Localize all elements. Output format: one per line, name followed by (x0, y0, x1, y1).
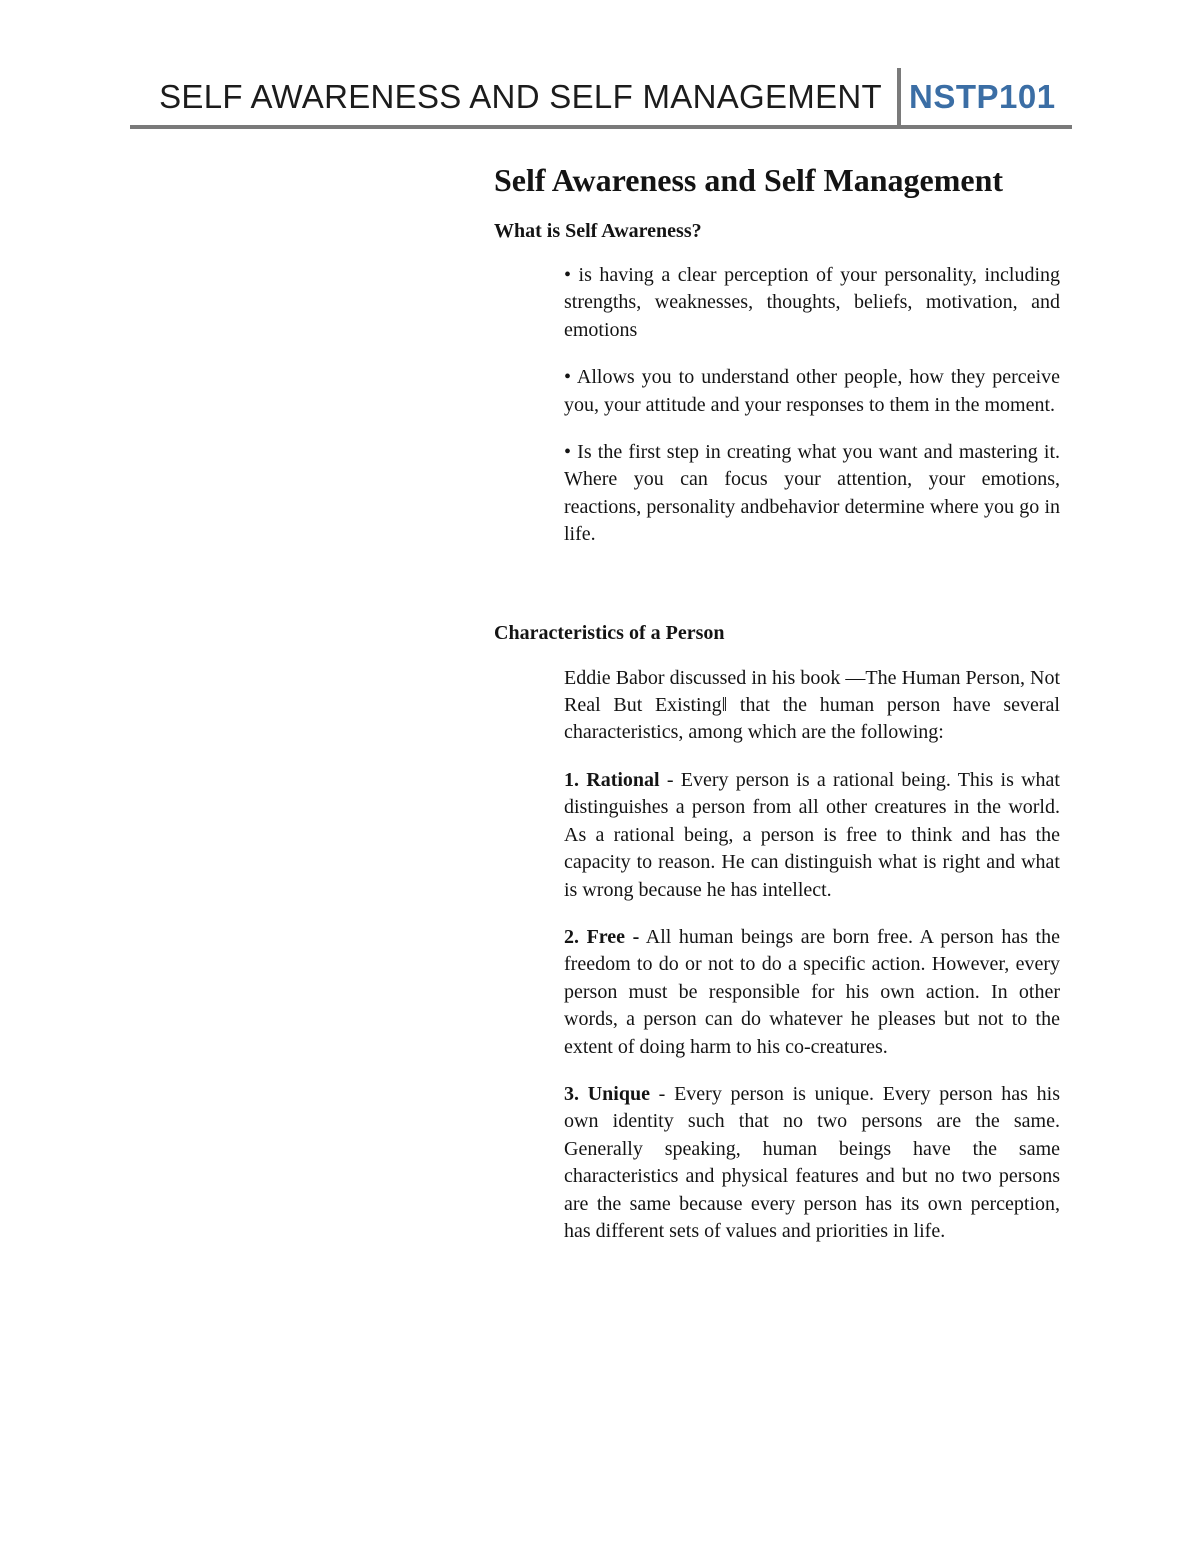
characteristic-rational (564, 767, 1060, 904)
bullet-paragraph: • Is the first step in creating what you want and mastering it. Where you can focus your attention, your emotions, reactions, personality andbehavior determine where you go in life. (564, 441, 1060, 546)
term-description: Every person is a rational being. This is what distinguishes a person from all other creatures in the world. As a rational being, a person is free to think and has the capacity to reason. He can distinguish what is right and what is wrong because he has intellect. (564, 768, 1060, 901)
term-separator: - (659, 768, 681, 791)
characteristic-free (564, 924, 1060, 1061)
running-header (130, 66, 1072, 128)
bullet-paragraph: • Allows you to understand other people, how they perceive you, your attitude and your responses to them in the moment. (564, 366, 1060, 416)
header-rule (130, 125, 1072, 129)
term-description: Every person is unique. Every person has his own identity such that no two persons are the same. Generally speaking, human beings have the same characteristics and physical features and but no two persons are the same because every person has its own perception, has different sets of values and priorities in life. (564, 1082, 1060, 1242)
term-description: All human beings are born free. A person has the freedom to do or not to do a specific action. However, every person must be responsible for his own action. In other words, a person can do whatever he pleases but not to the extent of doing harm to his co-creatures. (564, 925, 1060, 1058)
term-label: 3. Unique (564, 1082, 650, 1105)
header-divider (897, 68, 901, 126)
course-code: NSTP101 (909, 78, 1056, 115)
bullet-paragraph: • is having a clear perception of your personality, including strengths, weaknesses, thoughts, beliefs, motivation, and emotions (564, 264, 1060, 341)
section-heading-self-awareness: What is Self Awareness? (494, 220, 702, 242)
term-label: 2. Free - (564, 925, 640, 948)
characteristic-unique (564, 1081, 1060, 1245)
term-label: 1. Rational (564, 768, 660, 791)
page-content (494, 160, 1060, 1245)
intro-paragraph: Eddie Babor discussed in his book ―The Human Person, Not Real But Existing‖ that the human person have several characteristics, among which are the following: (564, 666, 1060, 744)
section-heading-characteristics: Characteristics of a Person (494, 621, 725, 644)
header-title: SELF AWARENESS AND SELF MANAGEMENT (159, 78, 882, 115)
page-title: Self Awareness and Self Management (494, 162, 1004, 198)
term-separator: - (649, 1082, 675, 1105)
